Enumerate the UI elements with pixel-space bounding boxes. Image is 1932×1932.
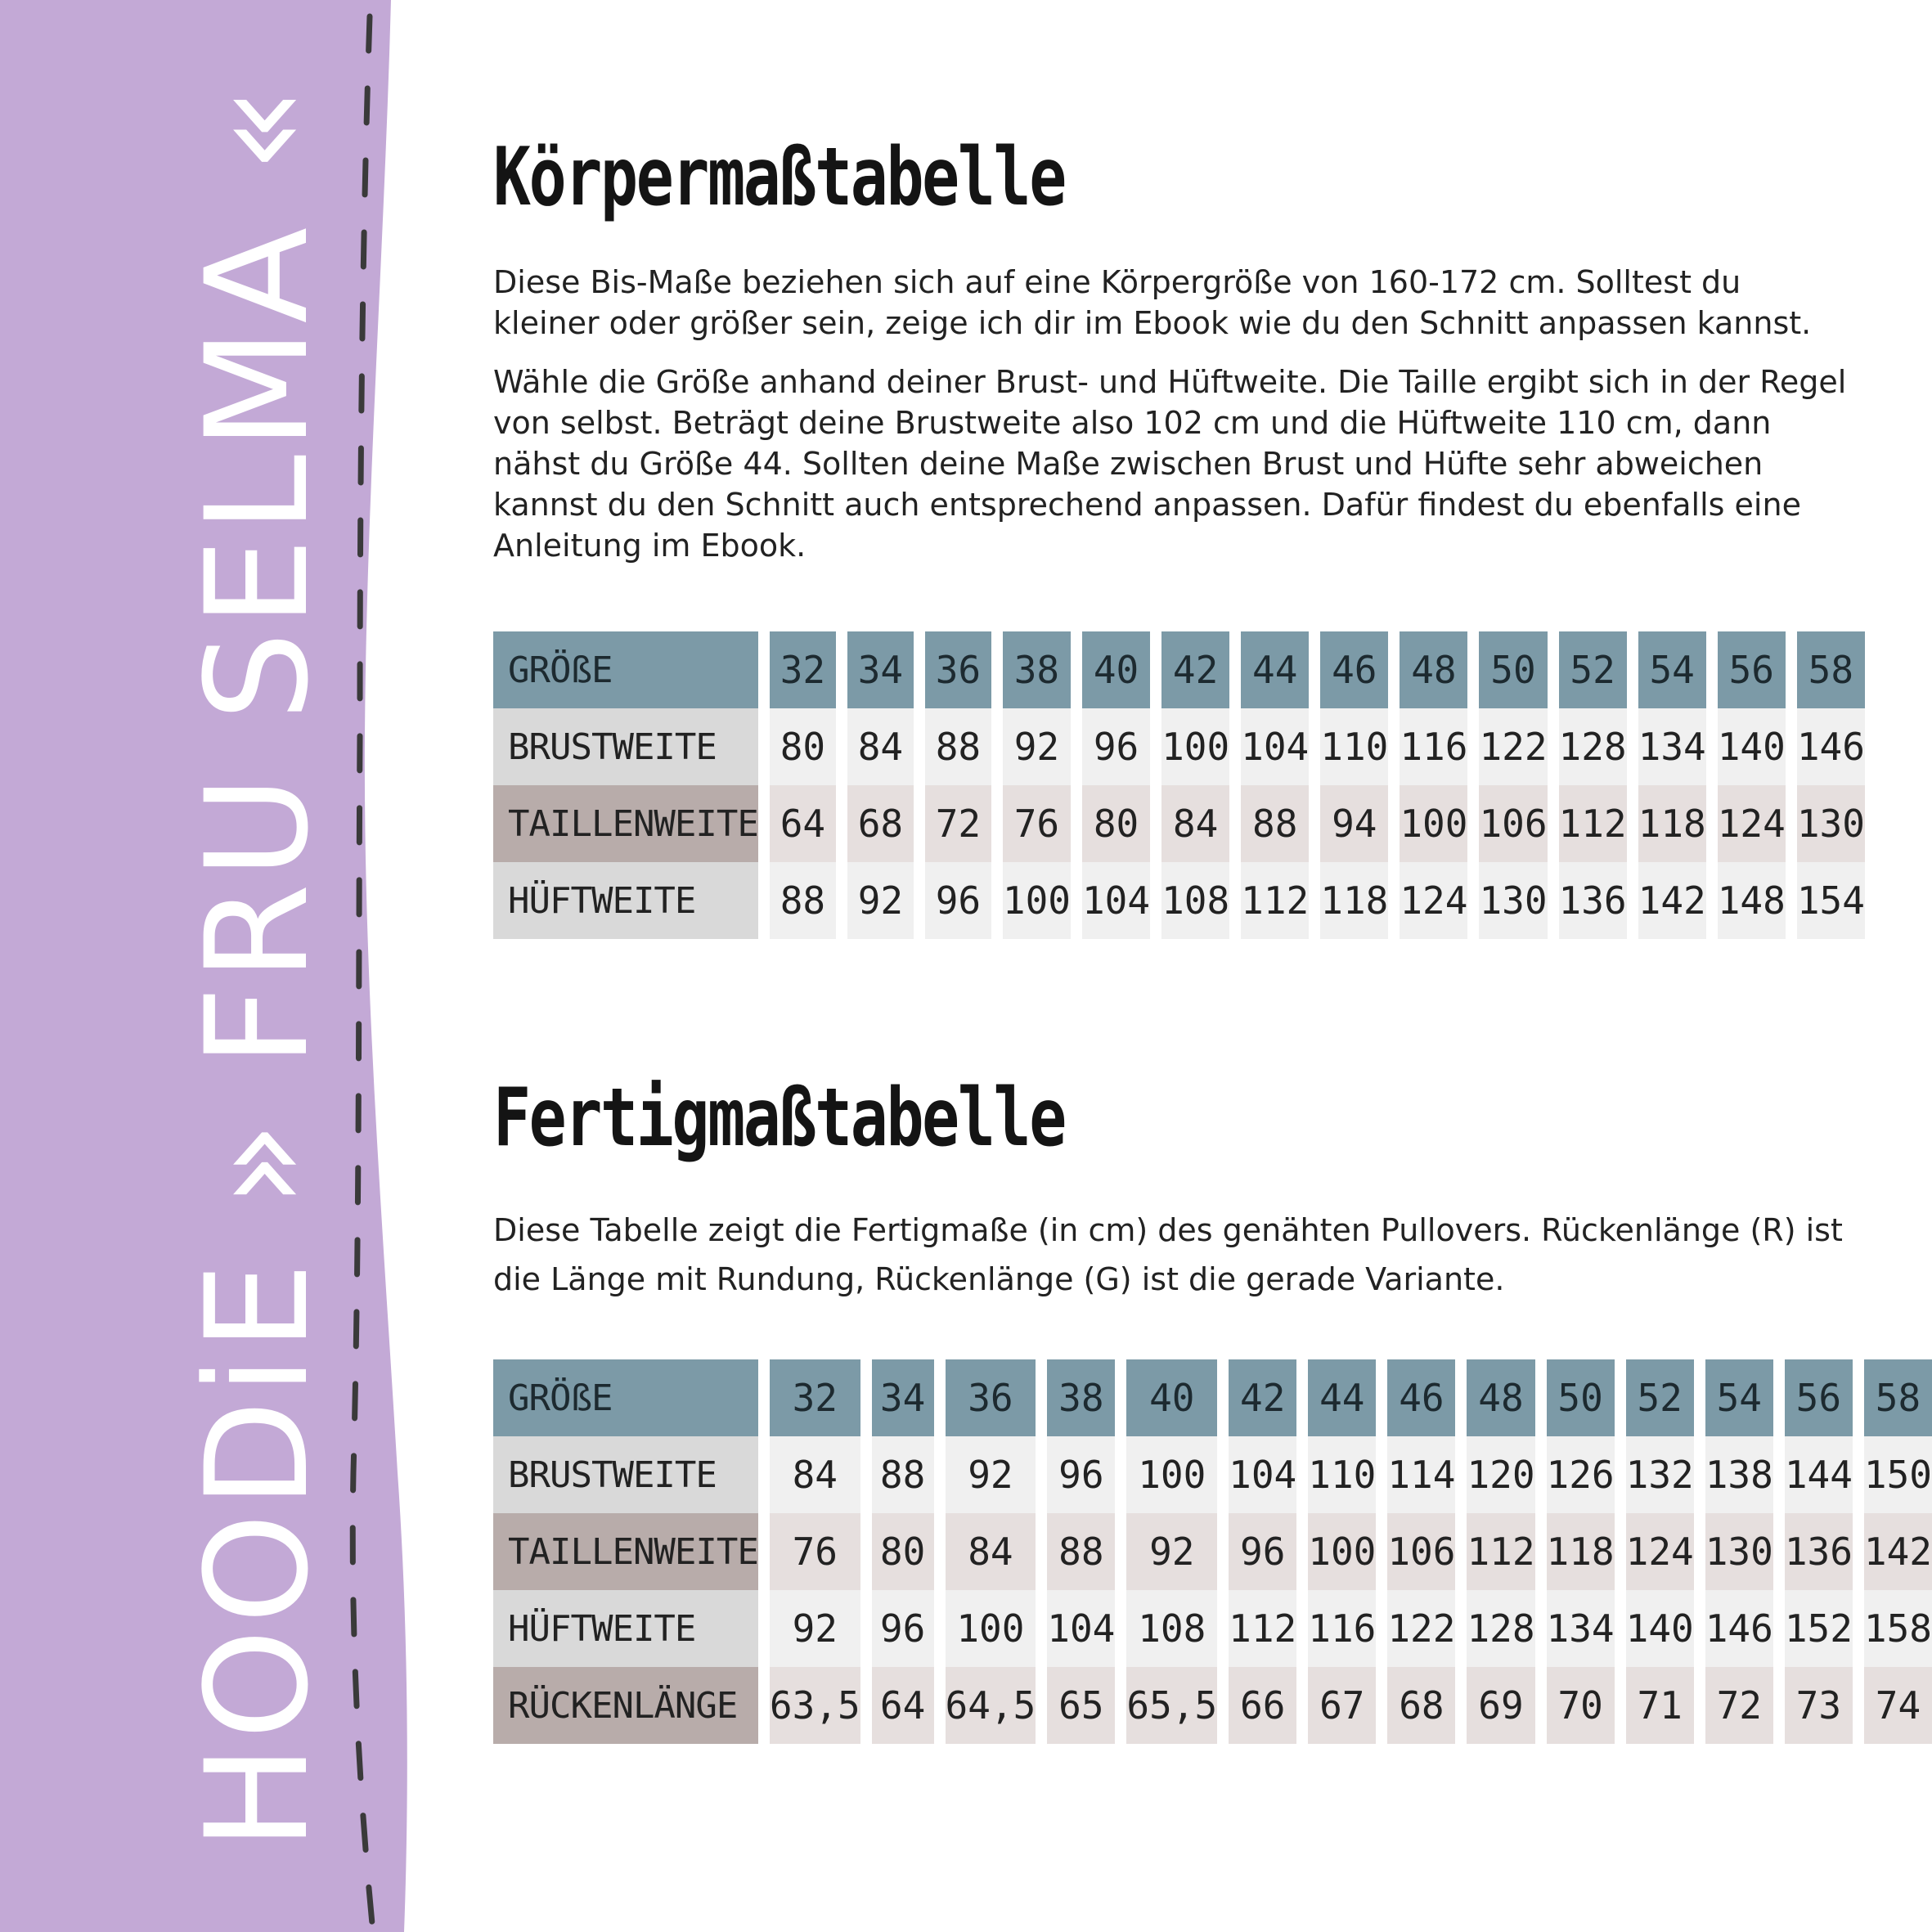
size-header-cell: 54 [1638,631,1718,708]
measurement-cell: 122 [1479,708,1558,785]
measurement-cell: 140 [1626,1590,1705,1667]
measurement-cell: 106 [1387,1513,1467,1590]
measurement-cell: 110 [1320,708,1400,785]
measurement-cell: 100 [1126,1436,1229,1513]
measurement-cell: 88 [872,1436,946,1513]
size-header-cell: 36 [946,1359,1048,1436]
table-row [493,1513,1932,1590]
size-header-cell: 50 [1479,631,1558,708]
row-label: TAILLENWEITE [493,1513,770,1590]
measurement-cell: 116 [1400,708,1479,785]
measurement-cell: 76 [1003,785,1082,862]
measurement-cell: 142 [1864,1513,1932,1590]
row-label: BRUSTWEITE [493,1436,770,1513]
size-header-cell: 46 [1320,631,1400,708]
measurement-cell: 68 [1387,1667,1467,1744]
size-header-cell: 48 [1400,631,1479,708]
measurement-cell: 100 [1308,1513,1387,1590]
row-label: RÜCKENLÄNGE [493,1667,770,1744]
measurement-cell: 65 [1047,1667,1126,1744]
measurement-cell: 130 [1705,1513,1785,1590]
measurement-cell: 146 [1705,1590,1785,1667]
size-header-cell: 36 [925,631,1003,708]
size-header-cell: 40 [1126,1359,1229,1436]
measurement-cell: 84 [946,1513,1048,1590]
table-row [493,1667,1932,1744]
body-measurements-table [493,631,1865,939]
table-row [493,1590,1932,1667]
measurement-cell: 104 [1241,708,1320,785]
size-header-cell: 54 [1705,1359,1785,1436]
measurement-cell: 136 [1785,1513,1864,1590]
measurement-cell: 100 [1161,708,1241,785]
measurement-cell: 65,5 [1126,1667,1229,1744]
measurement-cell: 122 [1387,1590,1467,1667]
measurement-cell: 64,5 [946,1667,1048,1744]
measurement-cell: 116 [1308,1590,1387,1667]
size-header-cell: 38 [1047,1359,1126,1436]
measurement-cell: 72 [925,785,1003,862]
measurement-cell: 74 [1864,1667,1932,1744]
measurement-cell: 100 [1400,785,1479,862]
measurement-cell: 114 [1387,1436,1467,1513]
measurement-cell: 80 [872,1513,946,1590]
measurement-cell: 96 [925,862,1003,939]
measurement-cell: 120 [1467,1436,1546,1513]
size-header-cell: 32 [770,1359,872,1436]
measurement-cell: 128 [1559,708,1638,785]
measurement-cell: 124 [1400,862,1479,939]
measurement-cell: 94 [1320,785,1400,862]
size-header-cell: 56 [1718,631,1797,708]
row-label: HÜFTWEITE [493,862,770,939]
size-header-cell: 42 [1161,631,1241,708]
measurement-cell: 63,5 [770,1667,872,1744]
size-header-cell: 52 [1559,631,1638,708]
measurement-cell: 68 [847,785,925,862]
measurement-cell: 92 [770,1590,872,1667]
measurement-cell: 118 [1547,1513,1626,1590]
measurement-cell: 112 [1467,1513,1546,1590]
measurement-cell: 104 [1082,862,1161,939]
measurement-cell: 88 [925,708,1003,785]
table-header-row [493,631,1865,708]
measurement-cell: 73 [1785,1667,1864,1744]
measurement-cell: 134 [1638,708,1718,785]
measurement-cell: 118 [1320,862,1400,939]
size-header-cell: 56 [1785,1359,1864,1436]
measurement-cell: 92 [847,862,925,939]
measurement-cell: 96 [872,1590,946,1667]
measurement-cell: 138 [1705,1436,1785,1513]
measurement-cell: 88 [770,862,847,939]
measurement-cell: 100 [946,1590,1048,1667]
measurement-cell: 69 [1467,1667,1546,1744]
measurement-cell: 158 [1864,1590,1932,1667]
row-label: GRÖßE [493,631,770,708]
measurement-cell: 71 [1626,1667,1705,1744]
measurement-cell: 92 [1003,708,1082,785]
measurement-cell: 66 [1229,1667,1308,1744]
measurement-cell: 110 [1308,1436,1387,1513]
finished-measurements-table [493,1359,1932,1744]
measurement-cell: 154 [1797,862,1865,939]
measurement-cell: 130 [1479,862,1558,939]
size-header-cell: 40 [1082,631,1161,708]
measurement-cell: 140 [1718,708,1797,785]
finished-paragraph: Diese Tabelle zeigt die Fertigmaße (in cm) des genähten Pullovers. Rückenlänge (R) ist die Länge mit Rundung, Rückenlänge (G) ist die gerade Variante. [493,1212,1843,1297]
row-label: GRÖßE [493,1359,770,1436]
sidebar-title: HOODiE » FRU SELMA « [175,81,339,1851]
measurement-cell: 144 [1785,1436,1864,1513]
measurement-cell: 118 [1638,785,1718,862]
size-header-cell: 58 [1797,631,1865,708]
measurement-cell: 96 [1082,708,1161,785]
table-header-row [493,1359,1932,1436]
measurement-cell: 112 [1229,1590,1308,1667]
measurement-cell: 148 [1718,862,1797,939]
table-row [493,1436,1932,1513]
measurement-cell: 80 [770,708,847,785]
measurement-cell: 92 [1126,1513,1229,1590]
size-header-cell: 58 [1864,1359,1932,1436]
measurement-cell: 88 [1047,1513,1126,1590]
measurement-cell: 72 [1705,1667,1785,1744]
size-header-cell: 50 [1547,1359,1626,1436]
measurement-cell: 104 [1047,1590,1126,1667]
measurement-cell: 104 [1229,1436,1308,1513]
measurement-cell: 84 [770,1436,872,1513]
measurement-cell: 136 [1559,862,1638,939]
measurement-cell: 112 [1241,862,1320,939]
row-label: BRUSTWEITE [493,708,770,785]
size-header-cell: 34 [847,631,925,708]
intro-paragraph-2: Wähle die Größe anhand deiner Brust- und Hüftweite. Die Taille ergibt sich in der Regel von selbst. Beträgt deine Brustweite also 102 cm und die Hüftweite 110 cm, dann nähst du Größe 44. Sollten deine Maße zwischen Brust und Hüfte sehr abweichen kannst du den Schnitt auch entsprechend anpassen. Dafür findest du ebenfalls eine Anleitung im Ebook. [493,364,1847,564]
measurement-cell: 130 [1797,785,1865,862]
measurement-cell: 134 [1547,1590,1626,1667]
measurement-cell: 80 [1082,785,1161,862]
intro-paragraph-1: Diese Bis-Maße beziehen sich auf eine Körpergröße von 160-172 cm. Solltest du kleiner oder größer sein, zeige ich dir im Ebook wie du den Schnitt anpassen kannst. [493,264,1812,341]
measurement-cell: 84 [1161,785,1241,862]
measurement-cell: 124 [1718,785,1797,862]
measurement-cell: 152 [1785,1590,1864,1667]
measurement-cell: 142 [1638,862,1718,939]
measurement-cell: 126 [1547,1436,1626,1513]
size-header-cell: 46 [1387,1359,1467,1436]
measurement-cell: 106 [1479,785,1558,862]
table-row [493,708,1865,785]
measurement-cell: 88 [1241,785,1320,862]
sidebar [0,0,409,1932]
table-row [493,785,1865,862]
measurement-cell: 92 [946,1436,1048,1513]
section-heading-finished-measurements: Fertigmaßtabelle [493,1072,1065,1165]
measurement-cell: 67 [1308,1667,1387,1744]
size-header-cell: 34 [872,1359,946,1436]
measurement-cell: 146 [1797,708,1865,785]
measurement-cell: 70 [1547,1667,1626,1744]
size-header-cell: 48 [1467,1359,1546,1436]
measurement-cell: 128 [1467,1590,1546,1667]
measurement-cell: 108 [1161,862,1241,939]
measurement-cell: 108 [1126,1590,1229,1667]
table-row [493,862,1865,939]
size-header-cell: 44 [1308,1359,1387,1436]
size-header-cell: 52 [1626,1359,1705,1436]
row-label: HÜFTWEITE [493,1590,770,1667]
row-label: TAILLENWEITE [493,785,770,862]
measurement-cell: 96 [1229,1513,1308,1590]
size-header-cell: 38 [1003,631,1082,708]
size-header-cell: 44 [1241,631,1320,708]
measurement-cell: 132 [1626,1436,1705,1513]
measurement-cell: 76 [770,1513,872,1590]
measurement-cell: 124 [1626,1513,1705,1590]
measurement-cell: 64 [770,785,847,862]
size-header-cell: 42 [1229,1359,1308,1436]
measurement-cell: 150 [1864,1436,1932,1513]
section-heading-body-measurements: Körpermaßtabelle [493,131,1065,224]
measurement-cell: 112 [1559,785,1638,862]
measurement-cell: 96 [1047,1436,1126,1513]
size-header-cell: 32 [770,631,847,708]
measurement-cell: 100 [1003,862,1082,939]
measurement-cell: 64 [872,1667,946,1744]
measurement-cell: 84 [847,708,925,785]
